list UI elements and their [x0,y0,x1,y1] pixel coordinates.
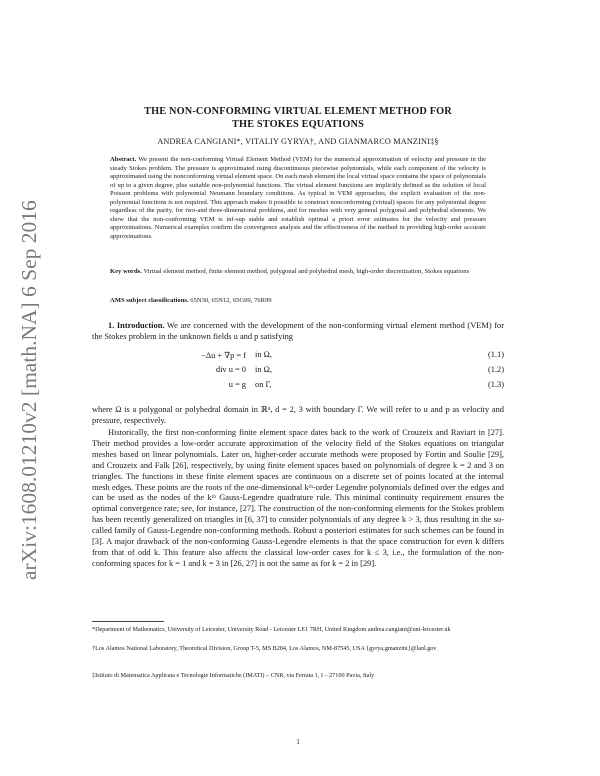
arxiv-sidebar [6,150,46,590]
footnote: †Los Alamos National Laboratory, Theoretical Division, Group T-5, MS B284, Los Alamos, NM-87545, USA {gyrya,gmanzini}@lanl.gov [92,645,437,652]
paragraph: where Ω is a polygonal or polyhedral domain in ℝᵈ, d = 2, 3 with boundary Γ. We will refer to u and p as velocity and pressure, respectively. [92,405,504,425]
page-number: 1 [296,738,300,746]
abstract-text: We present the non-conforming Virtual Element Method (VEM) for the numerical approximation of velocity and pressure in the steady Stokes problem. The pressure is approximated using discontinuous piecewise polynomials, while each component of the velocity is approximated using the nonconforming virtual element space. On each mesh element the local virtual space contains the space of polynomials of up to a given degree, plus suitable non-polynomial functions. The virtual element functions are implicitly defined as the solution of local Poisson problems with polynomial Neumann boundary conditions. As typical in VEM approaches, the explicit evaluation of the non-polynomial functions is not required. This approach makes it possible to construct nonconforming (virtual) spaces for any polynomial degree regardless of the parity, for two-and three-dimensional problems, and for meshes with very general polygonal and polyhedral elements. We show that the non-conforming VEM is inf-sup stable and establish optimal a priori error estimates for the velocity and pressure approximations. Numerical examples confirm the convergence analysis and the effectiveness of the method in providing high-order accurate approximations. [110,156,487,240]
equation-lhs: div u = 0 [215,365,246,374]
paragraph: Historically, the first non-conforming finite element space dates back to the work of Crouzeix and Raviart in [27]. Their method provides a low-order accurate approximation of the velocity field of the Stokes equations on triangular meshes based on linear polynomials. Later on, higher-order accurate methods were proposed by Fortin and Soulie [29], and Crouzeix and Falk [26], respectively, by using finite element spaces based on polynomials of degree k = 2 and 3 on triangles. The functions in these finite element spaces are continuous on a discrete set of points located at the internal mesh edges. These points are the roots of the one-dimensional kᵗʰ-order Legendre polynomials defined over the edges and can be used as the nodes of the kᵗʰ Gauss-Legendre quadrature rule. This minimal continuity requirement ensures the optimal convergence rate; see, for instance, [27]. The construction of the non-conforming elements for the Stokes problem has been recently generalized on triangles in [6, 37] to consider polynomials of any degree k > 3, thus resulting in the so-called family of Gauss-Legendre non-conforming methods. Robust a posteriori estimates for such schemes can be found in [3]. A major drawback of the non-conforming Gauss-Legendre elements is that the space construction for even k differs from that of odd k. This feature also affects the classical low-order cases for k ≤ 3, i.e., the formulation of the non-conforming spaces for k = 1 and k = 3 in [26, 27] is not the same as for k = 2 in [29]. [92,428,504,568]
footnote: *Department of Mathematics, University of Leicester, University Road - Leicester LE1 7RH, United Kingdom andrea.cangiani@uni-leicester.uk [92,626,451,633]
section-heading: 1. Introduction. [108,321,165,330]
abstract [110,156,486,241]
paper-title [92,106,504,131]
equation [92,380,504,394]
equation [92,365,504,379]
equation-number: (1.3) [487,380,504,389]
equation-domain: in Ω, [255,365,272,374]
equation-number: (1.2) [487,365,504,374]
intro-text: We are concerned with the development of the non-conforming virtual element method (VEM) for the Stokes problem in the unknown fields u and p satisfying [92,321,504,341]
equation-lhs: u = g [228,380,246,389]
arxiv-identifier: arXiv:1608.01210v2 [math.NA] 6 Sep 2016 [17,200,41,580]
footnote-divider [92,621,164,622]
keywords [110,268,486,277]
keywords-text: Virtual element method, finite element method, polygonal and polyhedral mesh, high-order discretization, Stokes equations [143,268,470,275]
equation-lhs: −Δu + ∇p = f [201,351,246,360]
footnote: ‡Istituto di Matematica Applicata e Tecnologie Informatiche (IMATI) – CNR, via Ferrata 1, I – 27100 Pavia, Italy [92,672,375,679]
abstract-label: Abstract. [110,156,137,163]
ams-label: AMS subject classifications. [110,297,189,304]
authors: ANDREA CANGIANI*, VITALIY GYRYA†, AND GIANMARCO MANZINI‡§ [157,137,439,146]
ams-classifications [110,297,486,306]
equation [92,350,504,364]
equation-domain: in Ω, [255,350,272,359]
ams-text: 65N30, 65N12, 65G99, 76R99 [190,297,272,304]
title-line-2: THE STOKES EQUATIONS [232,118,364,130]
introduction-paragraph [92,321,504,343]
title-line-1: THE NON-CONFORMING VIRTUAL ELEMENT METHOD FOR [144,106,452,117]
keywords-label: Key words. [110,268,142,275]
equation-domain: on Γ, [255,380,272,389]
equation-number: (1.1) [487,350,504,359]
